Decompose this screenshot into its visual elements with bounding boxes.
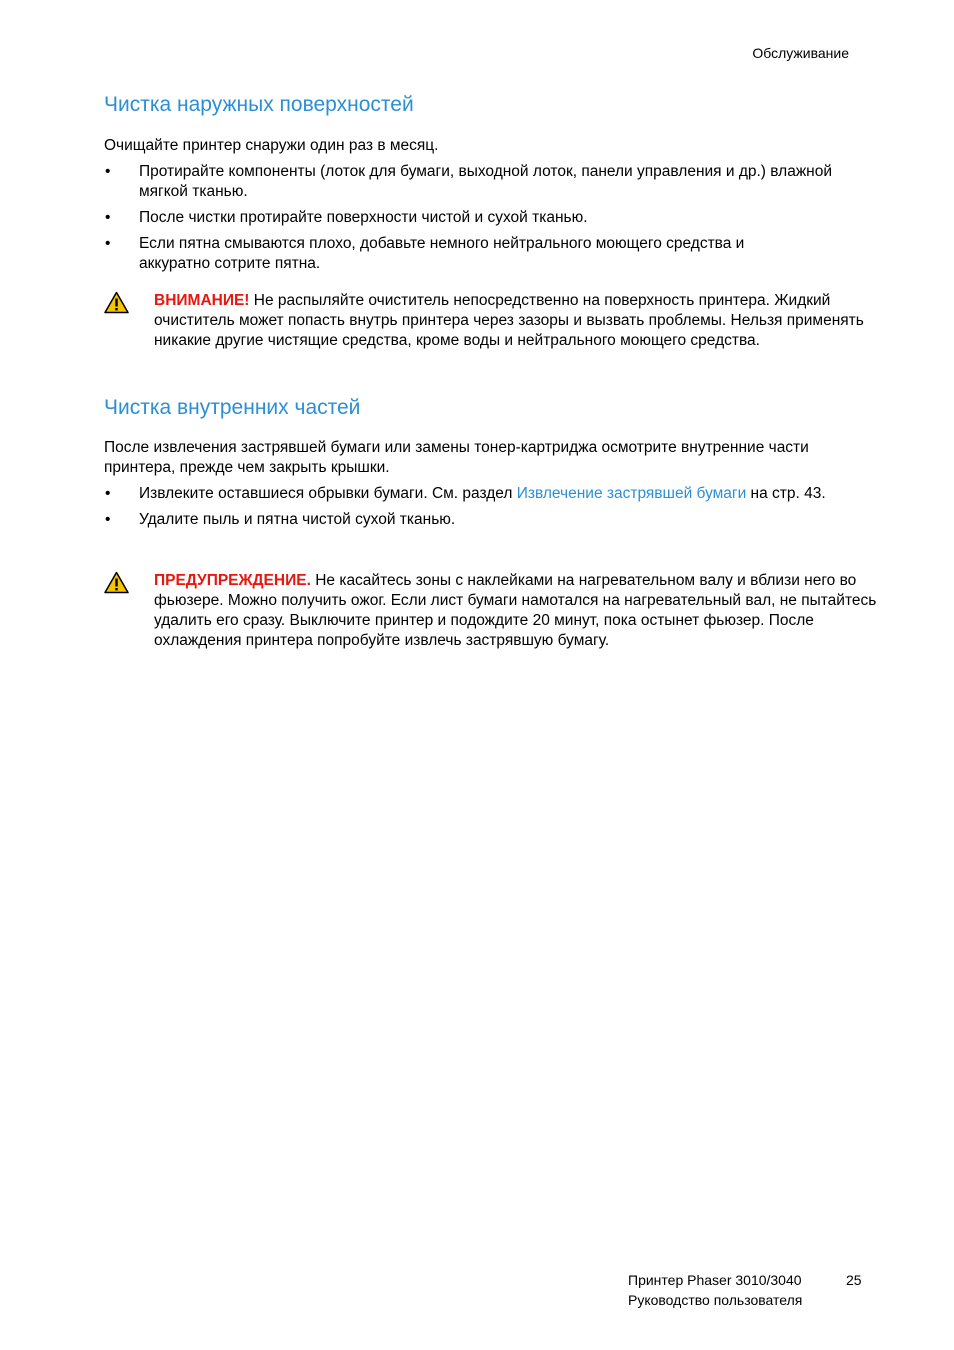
bullet-list-interior: [104, 484, 849, 536]
intro-interior-cleaning: После извлечения застрявшей бумаги или замены тонер-картриджа осмотрите внутренние части принтера, прежде чем закрыть крышки.: [104, 439, 809, 476]
warning-triangle-icon: [104, 571, 129, 594]
caution-text: Не распыляйте очиститель непосредственно на поверхность принтера. Жидкий очиститель может попасть внутрь принтера через зазоры и вызвать проблемы. Нельзя применять никакие другие чистящие средства, кроме воды и нейтрального моющего средства.: [154, 292, 864, 349]
list-item: • Если пятна смываются плохо, добавьте немного нейтрального моющего средства и аккуратно сотрите пятна.: [104, 234, 834, 274]
warning-label: ПРЕДУПРЕЖДЕНИЕ.: [154, 572, 311, 589]
list-item: • Протирайте компоненты (лоток для бумаги, выходной лоток, панели управления и др.) влажной мягкой тканью.: [104, 162, 834, 202]
caution-notice: [104, 291, 904, 351]
section-title-exterior-cleaning: Чистка наружных поверхностей: [104, 93, 414, 116]
footer-guide-name: Руководство пользователя: [628, 1292, 803, 1308]
caution-label: ВНИМАНИЕ!: [154, 292, 250, 309]
intro-exterior-cleaning: Очищайте принтер снаружи один раз в месяц.: [104, 137, 439, 154]
page-number: 25: [846, 1272, 862, 1288]
warning-notice: [104, 571, 904, 651]
bullet-list-exterior: [104, 162, 834, 280]
bullet-text: Извлеките оставшиеся обрывки бумаги. См. раздел: [139, 485, 517, 502]
bullet-text: на стр. 43.: [746, 485, 826, 502]
warning-triangle-icon: [104, 291, 129, 314]
warning-text: Не касайтесь зоны с наклейками на нагревательном валу и вблизи него во фьюзере. Можно получить ожог. Если лист бумаги намотался на нагревательный вал, не пытайтесь удалить его сразу. Выключите принтер и подождите 20 минут, пока остынет фьюзер. После охлаждения принтера попробуйте извлечь застрявшую бумагу.: [154, 572, 877, 649]
list-item: • Удалите пыль и пятна чистой сухой тканью.: [104, 510, 849, 530]
list-item: [104, 484, 849, 504]
section-title-interior-cleaning: Чистка внутренних частей: [104, 396, 361, 419]
footer-product-info: [628, 1270, 802, 1310]
running-header: Обслуживание: [752, 45, 849, 61]
list-item: • После чистки протирайте поверхности чистой и сухой тканью.: [104, 208, 834, 228]
jam-removal-link[interactable]: Извлечение застрявшей бумаги: [516, 485, 747, 502]
footer-product-name: Принтер Phaser 3010/3040: [628, 1272, 802, 1288]
